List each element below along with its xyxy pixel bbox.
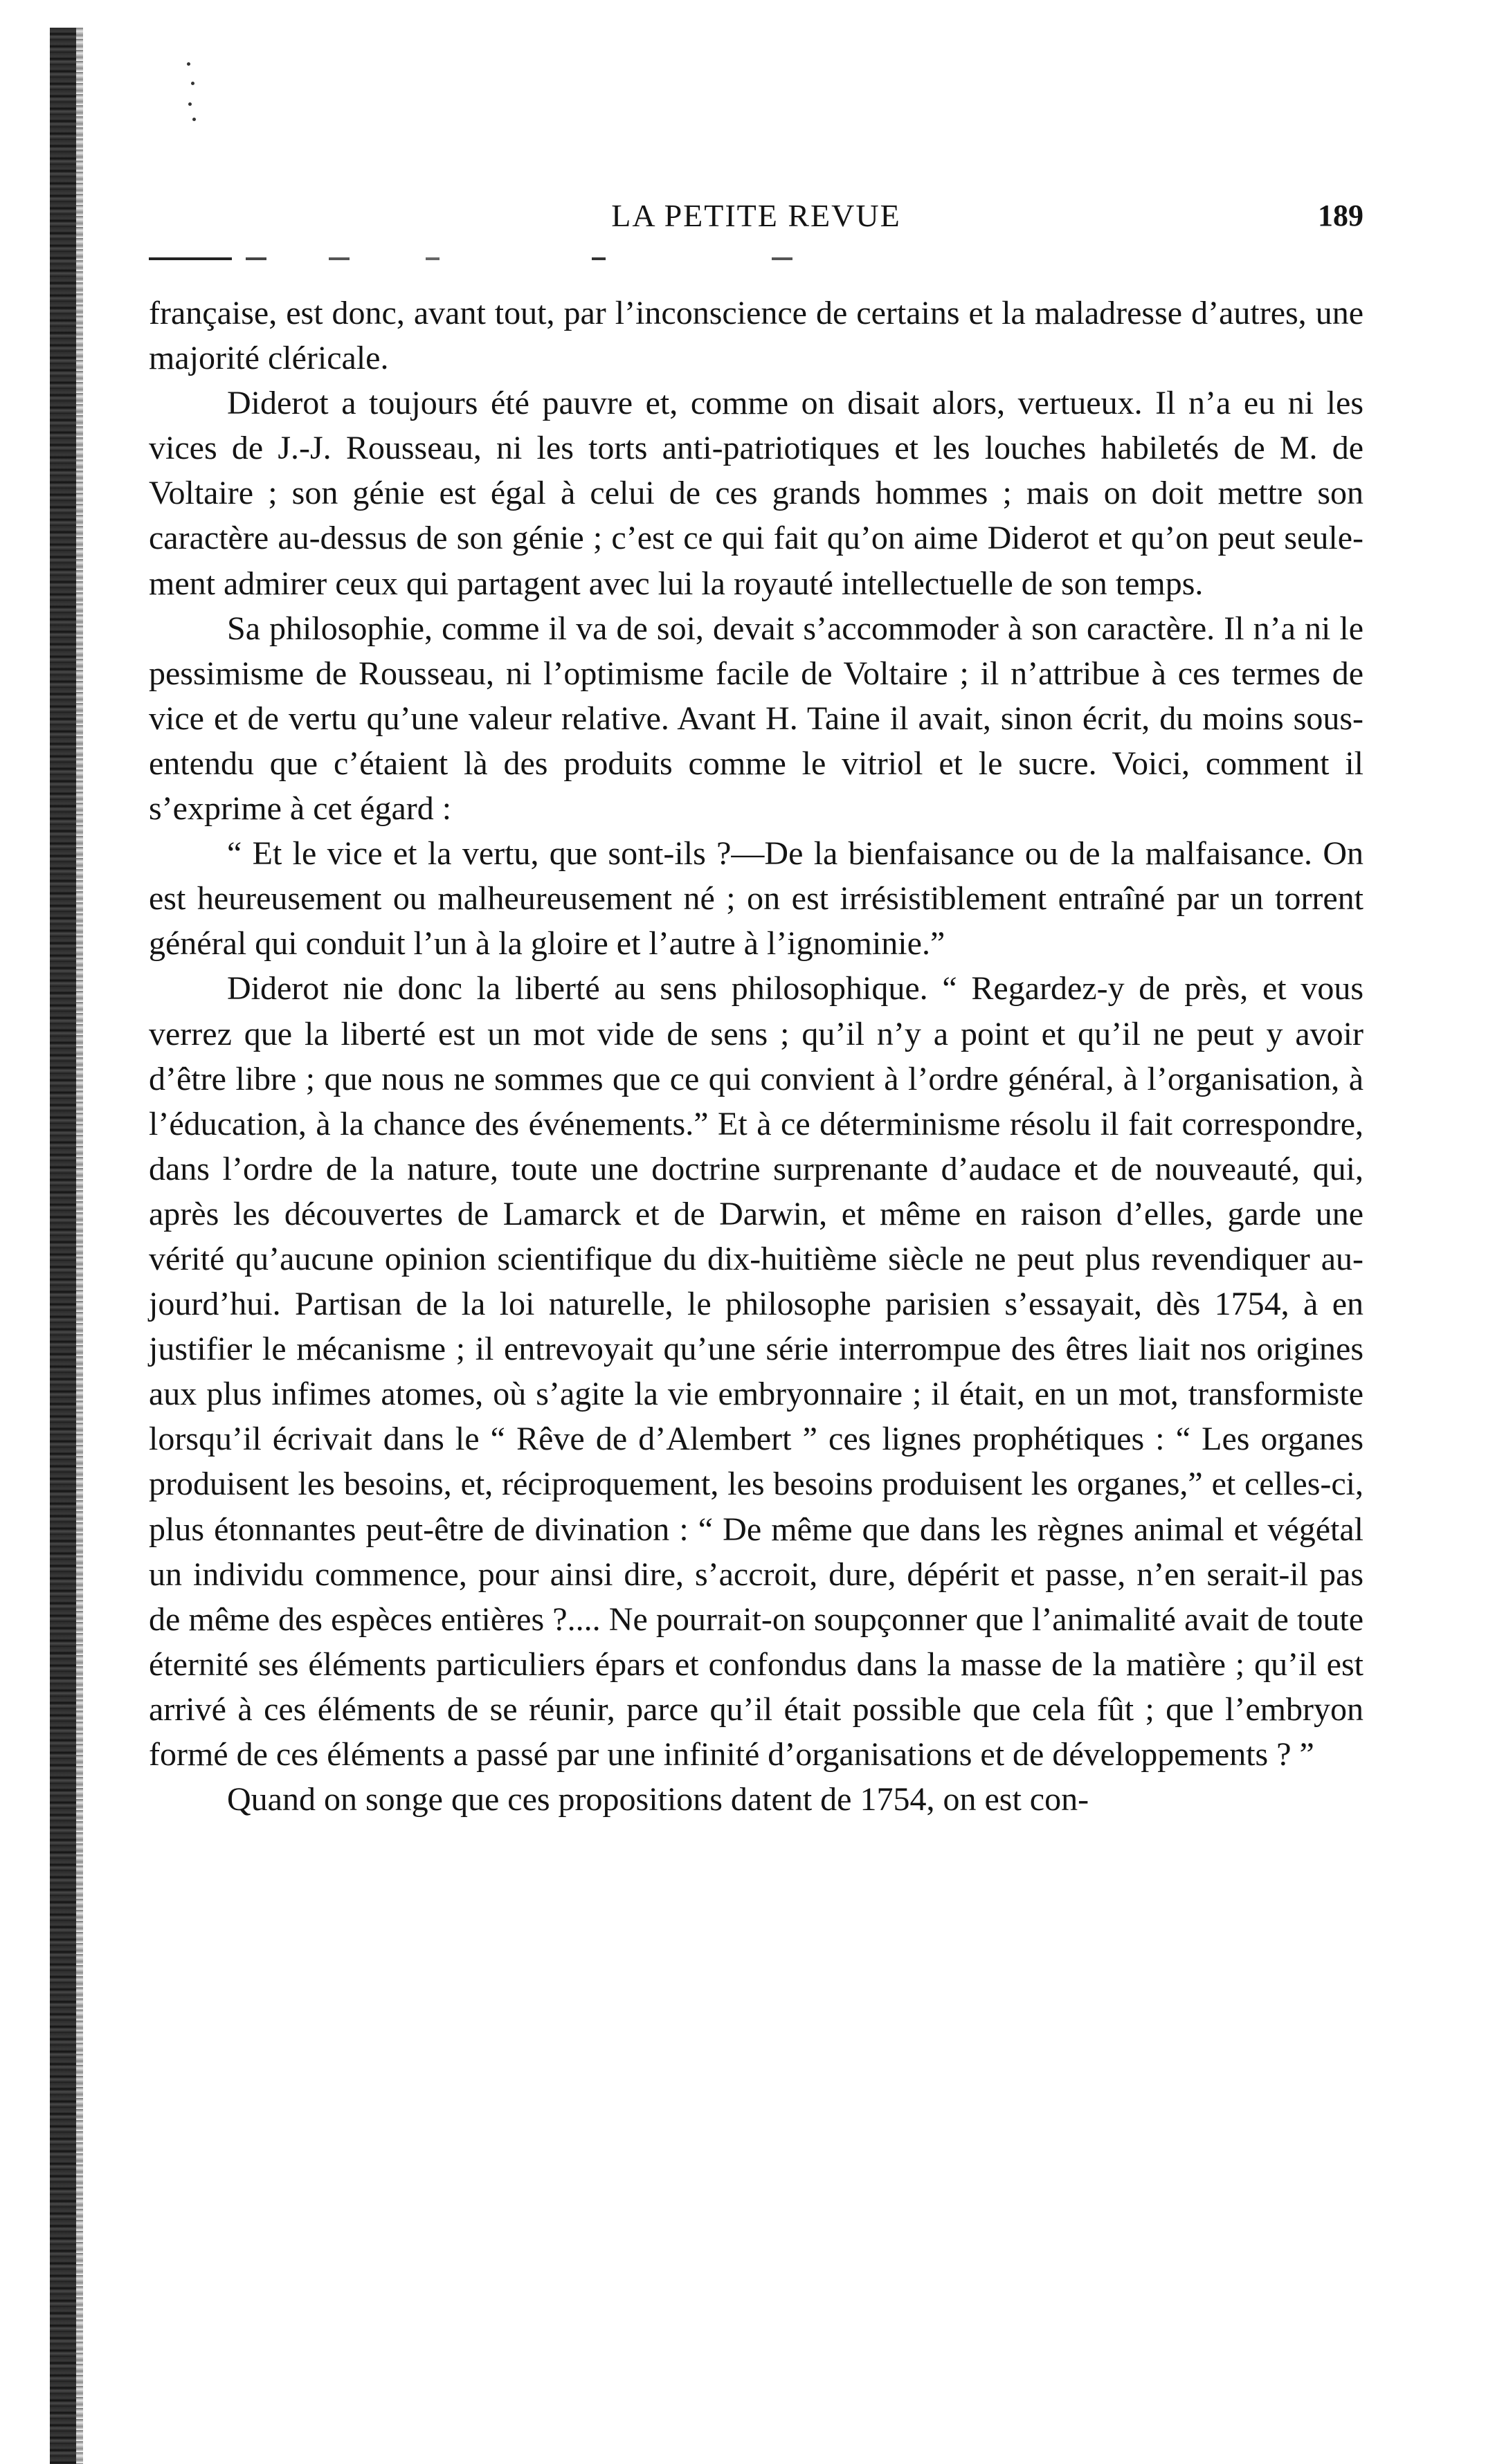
running-title: LA PETITE REVUE (611, 198, 901, 233)
quotation-paragraph: “ Et le vice et la vertu, que sont-ils ?—De la bienfaisance ou de la malfaisance. On est heureusement ou malheureusement né ; on est irrésistiblement entraîné par un torrent général qui conduit l’un à la gloire et l’autre à l’ignominie.” (149, 835, 1363, 962)
page-number: 189 (1318, 199, 1363, 232)
paragraph: Diderot a toujours été pauvre et, comme on disait alors, vertueux. Il n’a eu ni les vices de J.-J. Rousseau, ni les torts anti-patriotiques et les louches habiletés de M. de Voltaire ; son génie est égal à celui de ces grands hommes ; mais on doit mettre son caractère au-dessus de son génie ; c’est ce qui fait qu’on aime Diderot et qu’on peut seulement admirer ceux qui partagent avec lui la royauté intellectuelle de son temps. (149, 385, 1363, 602)
page-header (149, 195, 1363, 237)
paragraph: Sa philosophie, comme il va de soi, devait s’accommoder à son caractère. Il n’a ni le pessimisme de Rousseau, ni l’optimisme facile de Voltaire ; il n’attribue à ces termes de vice et de vertu qu’une valeur relative. Avant H. Taine il avait, sinon écrit, du moins sousentendu que c’étaient là des produits comme le vitriol et le sucre. Voici, comment il s’exprime à cet égard : (149, 610, 1363, 828)
scan-specks (185, 62, 197, 125)
paragraph: Diderot nie donc la liberté au sens philosophique. “ Regardez-y de près, et vous verrez que la liberté est un mot vide de sens ; qu’il n’y a point et qu’il ne peut y avoir d’être libre ; que nous ne sommes que ce qui convient à l’ordre général, à l’organisation, à l’éducation, à la chance des événements.” Et à ce déterminisme résolu il fait correspondre, dans l’ordre de la nature, toute une doctrine surprenante d’audace et de nouveauté, qui, après les découvertes de Lamarck et de Darwin, et même en raison d’elles, garde une vérité qu’aucune opinion scientifique du dix-huitième siècle ne peut plus revendiquer aujourd’hui. Partisan de la loi naturelle, le philosophe parisien s’essayait, dès 1754, à en justifier le mécanisme ; il entrevoyait qu’une série interrompue des êtres liait nos origines aux plus infimes atomes, où s’agite la vie embryonnaire ; il était, en un mot, transformiste lorsqu’il écrivait dans le “ Rêve de d’Alembert ” ces lignes prophétiques : “ Les organes produisent les besoins, et, réciproquement, les besoins produisent les organes,” et celles-ci, plus étonnantes peut-être de divination : “ De même que dans les règnes animal et végétal un individu commence, pour ainsi dire, s’accroit, dure, dépérit et passe, n’en serait-il pas de même des espèces entières ?.... Ne pourrait-on soupçonner que l’animalité avait de toute éternité ses éléments particuliers épars et confondus dans la masse de la matière ; qu’il est arrivé à ces éléments de se réunir, parce qu’il était possible que cela fût ; que l’embryon formé de ces éléments a passé par une infinité d’organisations et de développements ? ” (149, 970, 1363, 1773)
body-text (149, 291, 1363, 1822)
paragraph-continued: française, est donc, avant tout, par l’inconscience de certains et la maladresse d’autres, une majorité cléricale. (149, 295, 1363, 377)
paragraph-last: Quand on songe que ces propositions datent de 1754, on est con- (227, 1781, 1089, 1818)
page-binding-edge (50, 28, 76, 2464)
header-rule (149, 257, 841, 260)
